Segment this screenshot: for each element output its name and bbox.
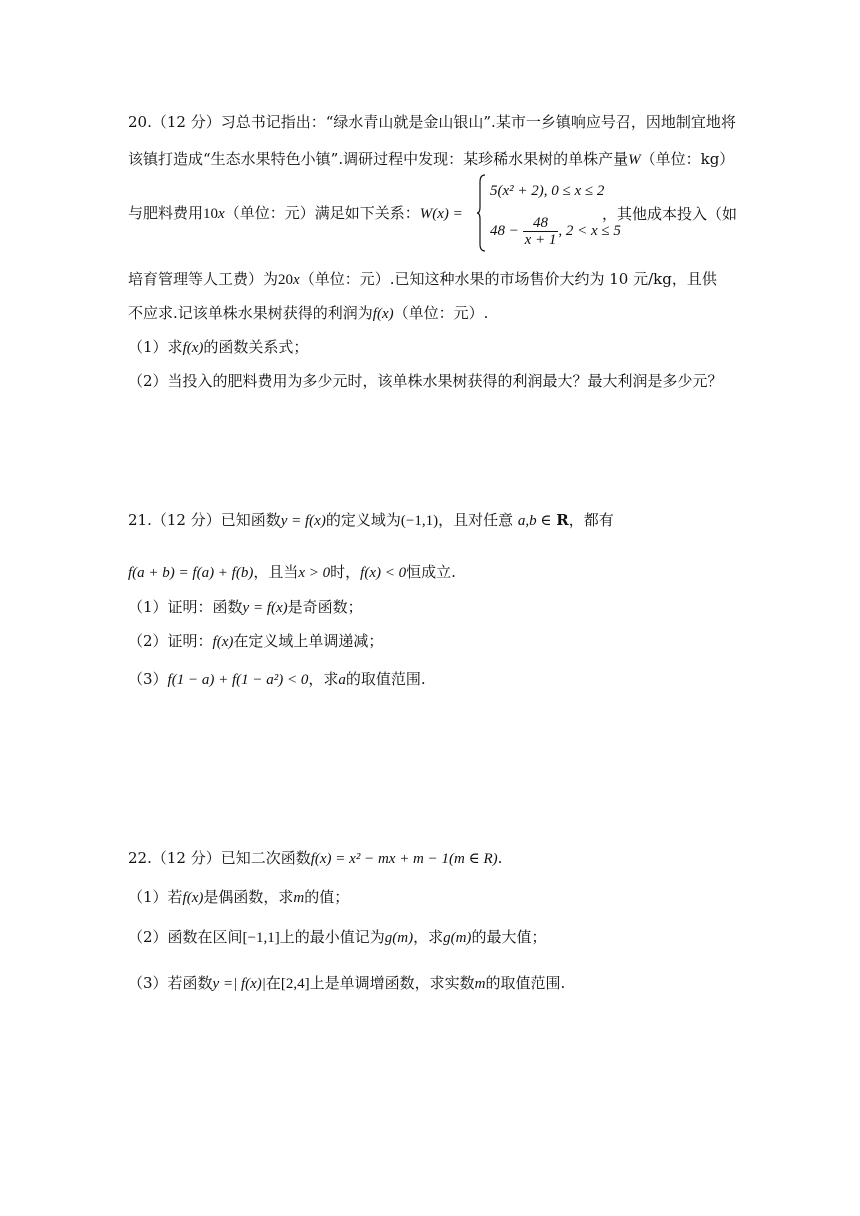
q21-text: 在定义域上单调递减； [233,632,384,650]
q22-text: 是偶函数，求 [203,888,294,906]
piecewise-brace [476,174,486,252]
piecewise-case-1: 5(x² + 2), 0 ≤ x ≤ 2 [490,183,605,199]
q22-text: ，求 [413,928,444,946]
math-equation: f(a + b) = f(a) + f(b) [128,565,254,581]
q22-text: 的值； [304,888,350,906]
q20-line-3-tail: ，其他成本投入（如 [602,205,738,223]
q22-text: 的最大值； [471,928,547,946]
q21-part-2 [128,631,383,652]
math-function: f(x) [182,340,204,356]
q21-number: 21. [128,511,152,529]
q22-line-1 [128,848,502,869]
q21-text: （3） [128,670,168,688]
q21-line-1 [128,510,614,531]
fraction-numerator: 48 [523,215,559,232]
q20-line-5 [128,303,488,324]
q20-part-2: （2）当投入的肥料费用为多少元时，该单株水果树获得的利润最大？最大利润是多少元？ [128,372,723,390]
q21-text: 恒成立. [406,563,456,581]
math-number: 10 [203,206,219,222]
math-function: g(m) [384,930,414,946]
math-var: W [628,152,641,168]
q20-line-4 [128,269,717,290]
math-var: x [218,206,225,222]
q22-part-3 [128,973,565,994]
math-var: m [474,976,486,992]
q22-part-2 [128,927,546,948]
math-inequality: f(1 − a) + f(1 − a²) < 0 [167,672,309,688]
q21-text: 的取值范围. [345,670,426,688]
q22-number: 22. [128,849,152,867]
q22-part-1 [128,887,349,908]
q20-text: 与肥料费用 [128,204,204,222]
math-set: R [556,511,569,529]
q22-text: 的取值范围. [485,974,566,992]
q21-part-3 [128,669,426,690]
q22-text: 上的最小值记为 [279,928,385,946]
q20-line-3 [128,203,463,224]
q22-text: （1）若 [128,888,183,906]
q22-text: 上是单调增函数，求实数 [309,974,475,992]
math-interval: (−1,1) [400,513,439,529]
math-function: y =| f(x)| [212,976,266,992]
math-function: y = f(x) [280,513,326,529]
q21-line-2 [128,562,456,583]
fraction [523,215,559,248]
q21-text: （2）证明： [128,632,213,650]
part-label: （1） [128,338,168,356]
q21-text: ，且当 [253,563,299,581]
math-function: g(m) [443,930,472,946]
q22-score: （12 分） [151,849,221,867]
math-function: y = f(x) [242,600,288,616]
math-number: 20 [278,272,294,288]
q22-text: 在 [265,974,281,992]
q20-line-2 [128,149,734,170]
q22-text: （2）函数在区间 [128,928,243,946]
q20-score: （12 分） [151,113,221,131]
math-function: f(x) [212,634,234,650]
q21-score: （12 分） [151,511,221,529]
q21-text: 的定义域为 [325,511,401,529]
math-var: a [338,672,346,688]
q20-text: （单位：元）. [393,304,489,322]
math-var: a,b ∈ [517,513,552,529]
math-function: f(x) = x² − mx + m − 1(m ∈ R) [310,851,498,867]
q22-text: . [497,849,503,867]
q21-text: ，且对任意 [438,511,514,529]
math-var: m [293,890,305,906]
q20-part-1 [128,337,308,358]
q20-text: 习总书记指出：“绿水青山就是金山银山”.某市一乡镇响应号召，因地制宜地将 [220,113,736,131]
math-interval: [−1,1] [242,930,280,946]
q21-text: 时， [330,563,361,581]
q21-part-1 [128,597,363,618]
math-function: f(x) [372,306,394,322]
q20-text: （单位：kg） [640,150,735,168]
q21-text: ，求 [308,670,339,688]
math-expr: , 2 < x ≤ 5 [558,222,621,239]
q20-text: 求 [167,338,183,356]
q20-text: 培育管理等人工费）为 [128,270,279,288]
q20-number: 20. [128,113,152,131]
fraction-denominator: x + 1 [524,232,557,248]
q20-text: （单位：元）.已知这种水果的市场售价大约为 10 元/kg，且供 [299,270,717,288]
q22-text: （3）若函数 [128,974,213,992]
q20-text: 的函数关系式； [203,338,309,356]
q20-line-1 [128,112,736,132]
math-var: x [293,272,300,288]
math-function: W(x) = [419,206,463,222]
q20-text: 该镇打造成“生态水果特色小镇”.调研过程中发现：某珍稀水果树的单株产量 [128,150,629,168]
q20-text: （单位：元）满足如下关系： [224,204,420,222]
q22-text: 已知二次函数 [220,849,311,867]
math-expr: 48 − [490,222,519,239]
math-interval: [2,4] [280,976,310,992]
q21-text: 是奇函数； [287,598,363,616]
q20-text: 不应求.记该单株水果树获得的利润为 [128,304,373,322]
math-inequality: f(x) < 0 [360,565,407,581]
q21-text: ，都有 [568,511,614,529]
q21-text: （1）证明：函数 [128,598,243,616]
math-condition: x > 0 [298,565,331,581]
math-function: f(x) [182,890,204,906]
q21-text: 已知函数 [220,511,281,529]
